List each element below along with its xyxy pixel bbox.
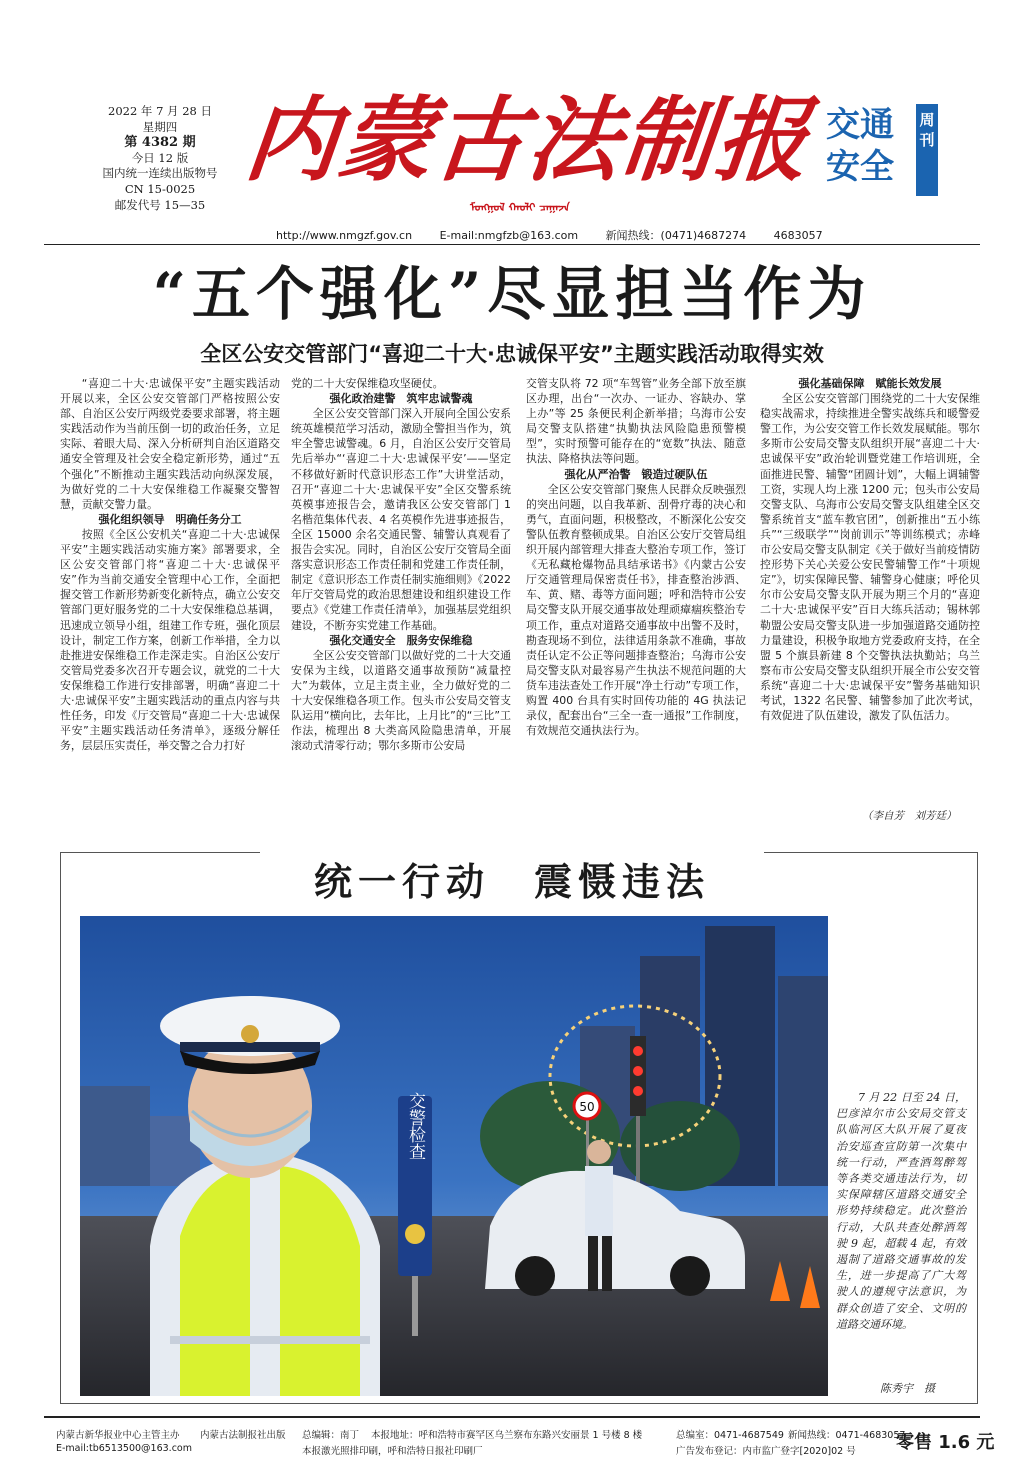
issue-pages: 今日 12 版	[131, 150, 189, 165]
section-heading: 强化从严治警 锻造过硬队伍	[564, 467, 708, 481]
checkpoint-sign: 交警检查	[405, 1092, 425, 1160]
subheadline: 全区公安交管部门“喜迎二十大·忠诚保平安”主题实践活动取得实效	[200, 342, 824, 366]
article-column-3	[526, 376, 746, 821]
issue-date: 2022 年 7 月 28 日	[108, 104, 212, 118]
newspaper-logo	[240, 80, 816, 200]
section-heading: 强化组织领导 明确任务分工	[98, 512, 242, 526]
photo-credit: 陈秀宇 摄	[880, 1382, 935, 1395]
footer-phone: 总编室：0471-4687549	[676, 1430, 784, 1441]
footer-ad-license: 广告发布登记：内市监广登字[2020]02 号	[676, 1446, 856, 1457]
section-heading: 强化基础保障 赋能长效发展	[798, 377, 942, 390]
cn-label: 国内统一连续出版物号	[102, 166, 218, 181]
footer	[44, 1423, 980, 1471]
footer-sponsor: 内蒙古新华报业中心主管主办	[56, 1430, 180, 1441]
article-byline: （李自芳 刘芳廷）	[862, 810, 957, 822]
section-heading: 强化交通安全 服务安保维稳	[329, 633, 473, 647]
newspaper-title: 内蒙古法制报	[240, 86, 816, 194]
masthead-rule	[44, 244, 980, 245]
paragraph: “喜迎二十大·忠诚保平安”主题实践活动开展以来，全区公安交管部门严格按照公安部、自治区公安厅两级党委要求部署，将主题实践活动作为当前压倒一切的政治任务，立足实际、着眼大局、深入分析研判自治区道路交通安全管理及社会安全稳定新形势，通过“五个强化”不断推动主题实践活动向纵深发展，为做好党的二十大安保维稳工作凝聚交警智慧，贡献交警力量。	[60, 377, 280, 511]
article-column-1	[60, 376, 280, 821]
cn-number: CN 15-0025	[124, 181, 196, 196]
hotline-2: 4683057	[773, 229, 823, 242]
hotline: 新闻热线：(0471)4687274	[605, 229, 747, 242]
contact-bar	[276, 227, 996, 243]
mongolian-title: ᠮᠣᠩᠭᠣᠯ ᠬᠠᠤᠯᠢ ᠴᠠᠭᠠᠵᠠ	[470, 201, 570, 214]
postal-code: 邮发代号 15—35	[114, 197, 206, 212]
paragraph: 全区公安交管部门聚焦人民群众反映强烈的突出问题，以自我革新、刮骨疗毒的决心和勇气，直面问题，积极整改，不断深化公安交警队伍教育整顿成果。自治区公安厅交管局组织开展内部管理大排查大整治专项工作，签订《无私藏枪爆物品具结承诺书》《内蒙古公安厅交通管理局保密责任书》，排查整治涉酒、车、黄、赌、毒等方面问题；呼和浩特市公安局交警支队开展交通事故处理顽瘴痼疾整治专项工作，重点对道路交通事故中出警不及时，勘查现场不到位，法律适用条款不准确，事故责任认定不公正等问题排查整治；乌海市公安局交警支队对最容易产生执法不规范问题的大货车违法查处工作开展“净土行动”专项工作，购置 400 台具有实时回传功能的 4G 执法记录仪，配套出台“三全一查一通报”工作制度，有效规范交通执法行为。	[526, 482, 746, 738]
retail-price: 零售 1.6 元	[896, 1432, 995, 1453]
website-link[interactable]: http://www.nmgzf.gov.cn	[276, 229, 413, 242]
footer-address: 本报地址：呼和浩特市赛罕区乌兰察布东路兴安丽景 1 号楼 8 楼	[371, 1430, 643, 1441]
footer-email[interactable]: E-mail:tb6513500@163.com	[56, 1443, 192, 1454]
article-column-4	[760, 376, 980, 821]
paragraph: 全区公安交管部门以做好党的二十大交通安保为主线，以道路交通事故预防“减量控大”为载体，立足主责主业，全力做好党的二十大安保维稳各项工作。包头市公安局交管支队运用“横向比，去年比，上月比”的“三比”工作法，梳理出 8 大类高风险隐患清单，开展滚动式清零行动；鄂尔多斯市公安局	[291, 648, 511, 753]
paragraph: 党的二十大安保维稳攻坚硬仗。	[291, 377, 444, 390]
paragraph: 按照《全区公安机关“喜迎二十大·忠诚保平安”主题实践活动实施方案》部署要求，全区公安交管部门将“喜迎二十大·忠诚保平安”作为当前交通安全管理中心工作，全面把握交管工作新形势新变化新特点，确立公安交管部门更好服务党的二十大安保维稳总基调，迅速成立领导小组，组建工作专班，强化顶层设计，制定工作方案，创新工作举措，全力以赴推进安保维稳工作走深走实。自治区公安厅交管局党委多次召开专题会议，就党的二十大安保维稳工作进行安排部署，明确“喜迎二十大·忠诚保平安”主题实践活动的重点内容与共性任务，印发《厅交管局“喜迎二十大·忠诚保平安”主题实践活动任务清单》，逐级分解任务，层层压实责任，举交警之合力打好	[60, 527, 280, 753]
weekly-tag: 周刊	[916, 104, 938, 196]
weekly-line-1: 交通	[826, 105, 894, 145]
issue-info	[90, 104, 230, 213]
email-link[interactable]: E-mail:nmgfzb@163.com	[439, 229, 579, 242]
speed-limit-sign: 50	[579, 1100, 595, 1114]
news-photo	[80, 916, 828, 1396]
footer-rule	[44, 1416, 980, 1418]
footer-editor: 总编辑：南丁	[302, 1430, 360, 1441]
article-column-2	[291, 376, 511, 821]
headline: “五个强化”尽显担当作为	[152, 260, 872, 328]
issue-weekday: 星期四	[142, 119, 178, 134]
section-heading: 强化政治建警 筑牢忠诚警魂	[329, 392, 473, 406]
paragraph: 全区公安交管部门围绕党的二十大安保维稳实战需求，持续推进全警实战练兵和暖警爱警工作，为公安交管工作长效发展赋能。鄂尔多斯市公安局交警支队组织开展“喜迎二十大·忠诚保平安”政治轮训暨党建工作培训班，全面推进民警、辅警“团圆计划”，大幅上调辅警工资，实现人均上涨 1200 元；包头市公安局交警支队、乌海市公安局交警支队组建全区交警系统首支“蓝车教官团”，创新推出“五小练兵”“三级联学”“岗前训示”等训练模式；赤峰市公安局交警支队制定《关于做好当前疫情防控形势下关心关爱公安民警辅警工作“十项规定”》，切实保障民警、辅警身心健康；呼伦贝尔市公安局交警支队开展为期三个月的“喜迎二十大·忠诚保平安”百日大练兵活动；锡林郭勒盟公安局交警支队进一步加强道路交通防控力量建设，积极争取地方党委政府支持，在全盟 5 个旗县新建 8 个交警执法执勤站；乌兰察布市公安局交警支队组织开展全市公安交管系统“喜迎二十大·忠诚保平安”警务基础知识考试，1322 名民警、辅警参加了此次考试，有效促进了队伍建设，激发了队伍活力。	[760, 392, 980, 723]
footer-printer: 本报激光照排印刷，呼和浩特日报社印刷厂	[302, 1446, 483, 1457]
photo-section-title: 统一行动 震慑违法	[260, 852, 764, 912]
footer-hotline: 新闻热线：0471-4683057	[788, 1430, 906, 1441]
photo-caption: 7 月 22 日至 24 日，巴彦淖尔市公安局交管支队临河区大队开展了夏夜治安巡查宣防第一次集中统一行动，严查酒驾醉驾等各类交通违法行为，切实保障辖区道路交通安全形势持续稳定。此次整治行动，大队共查处醉酒驾驶 9 起，超载 4 起，有效遏制了道路交通事故的发生，进一步提高了广大驾驶人的遵规守法意识，为群众创造了安全、文明的道路交通环境。	[836, 1091, 966, 1331]
police-checkpoint-illustration	[80, 916, 828, 1396]
footer-publisher: 内蒙古法制报社出版	[200, 1430, 286, 1441]
issue-number: 第 4382 期	[124, 135, 196, 151]
weekly-line-2: 安全	[826, 147, 894, 187]
weekly-badge	[826, 104, 938, 196]
paragraph: 交管支队将 72 项“车驾管”业务全部下放至旗区办理，出台“一次办、一证办、容缺办、掌上办”等 25 条便民利企新举措；乌海市公安局交警支队搭建“执勤执法风险隐患预警模型”，实时预警可能存在的“宽数”执法、随意执法、降格执法等问题。	[526, 377, 746, 466]
article-body	[60, 376, 978, 821]
paragraph: 全区公安交管部门深入开展向全国公安系统英雄模范学习活动，激励全警担当作为，筑牢全警忠诚警魂。6 月，自治区公安厅交管局先后举办“‘喜迎二十大·忠诚保平安’——坚定不移做好新时代意识形态工作”大讲堂活动，召开“喜迎二十大·忠诚保平安”全区交警系统英模事迹报告会，邀请我区公安交管部门 1 名楷范集体代表、4 名英模作先进事迹报告，全区 15000 余名交通民警、辅警认真观看了报告会实况。同时，自治区公安厅交管局全面落实意识形态工作责任制和党建工作责任制，制定《意识形态工作责任制实施细则》《2022 年厅交管局党的政治思想建设和组织建设工作要点》《党建工作责任清单》，加强基层党组织建设，不断夯实党建工作基础。	[291, 407, 511, 632]
